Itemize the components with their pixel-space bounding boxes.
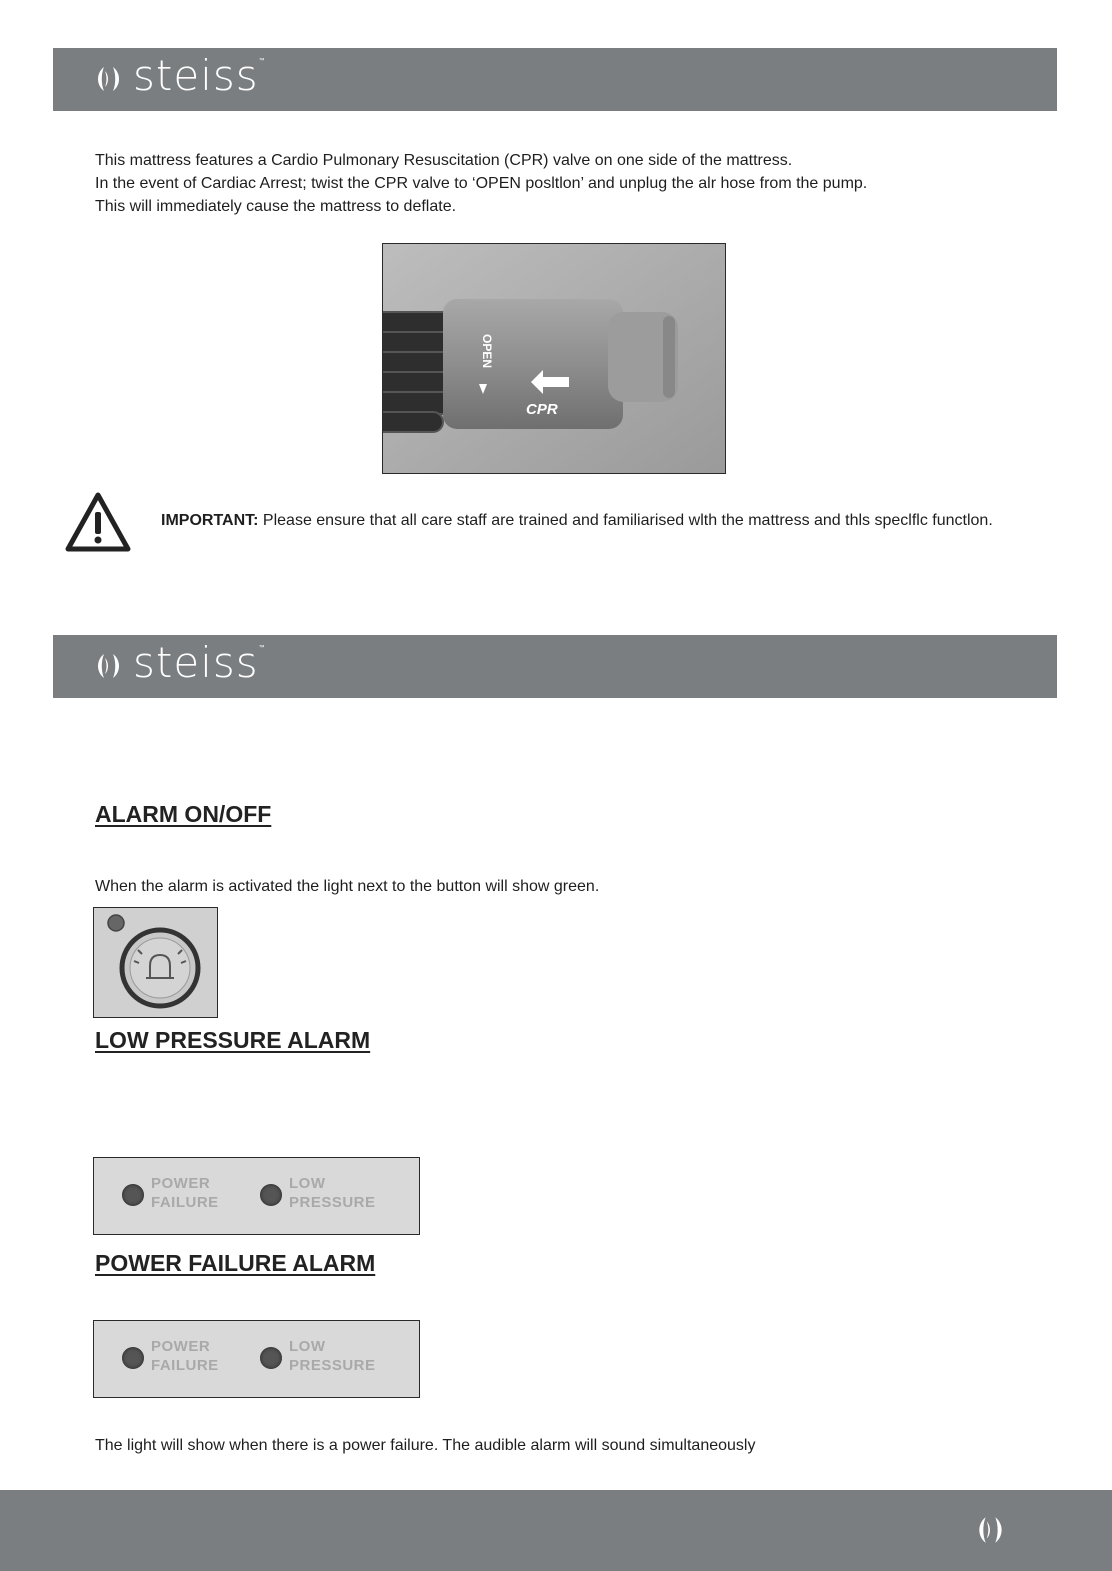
- low-pressure-label: LOW PRESSURE: [289, 1175, 376, 1211]
- warning-icon: [65, 492, 131, 557]
- brand-name-2: steiss: [133, 638, 259, 687]
- footer-bar: [0, 1490, 1112, 1571]
- alarm-button-photo: [93, 907, 218, 1018]
- power-failure-led: [122, 1347, 144, 1369]
- low-pressure-led: [260, 1184, 282, 1206]
- brand-name: steiss: [133, 51, 259, 100]
- photo-label-cpr: CPR: [526, 401, 558, 418]
- steiss-logo-icon: [93, 63, 125, 95]
- warning-body: Please ensure that all care staff are trained and familiarised wlth the mattress and thls speclflc functlon.: [258, 512, 993, 529]
- cpr-line-3: This will immediately cause the mattress to deflate.: [95, 198, 457, 215]
- heading-power-failure: POWER FAILURE ALARM: [95, 1250, 376, 1276]
- header-bar-top: [53, 48, 1057, 111]
- warning-label: IMPORTANT:: [161, 512, 259, 529]
- heading-alarm-onoff: ALARM ON/OFF: [95, 801, 272, 827]
- power-failure-text: The light will show when there is a power failure. The audible alarm will sound simultaneously: [95, 1437, 756, 1454]
- low-pressure-led: [260, 1347, 282, 1369]
- photo-label-open: OPEN: [480, 334, 494, 369]
- steiss-logo-icon: [974, 1513, 1008, 1547]
- led-panel-low-pressure: [93, 1157, 420, 1235]
- low-pressure-label: LOW PRESSURE: [289, 1338, 376, 1374]
- header-bar-alarm: [53, 635, 1057, 698]
- power-failure-label: POWER FAILURE: [151, 1338, 219, 1374]
- steiss-logo-icon: [93, 650, 125, 682]
- warning-text: [161, 509, 1001, 532]
- cpr-line-1: This mattress features a Cardio Pulmonary Resuscitation (CPR) valve on one side of the mattress.: [95, 152, 793, 169]
- brand-tm: ™: [258, 58, 265, 64]
- led-panel-power-failure: [93, 1320, 420, 1398]
- alarm-led-icon: [108, 915, 124, 931]
- cpr-valve-photo: [382, 243, 726, 474]
- brand-tm-2: ™: [258, 645, 265, 651]
- cpr-line-2: In the event of Cardiac Arrest; twist the CPR valve to ‘OPEN posltlon’ and unplug the alr hose from the pump.: [95, 175, 868, 192]
- brand-logo-2: [93, 638, 265, 687]
- brand-logo: [93, 51, 265, 100]
- cpr-paragraph: [95, 149, 1045, 218]
- alarm-onoff-text: When the alarm is activated the light next to the button will show green.: [95, 878, 600, 895]
- power-failure-led: [122, 1184, 144, 1206]
- power-failure-label: POWER FAILURE: [151, 1175, 219, 1211]
- heading-low-pressure: LOW PRESSURE ALARM: [95, 1027, 371, 1053]
